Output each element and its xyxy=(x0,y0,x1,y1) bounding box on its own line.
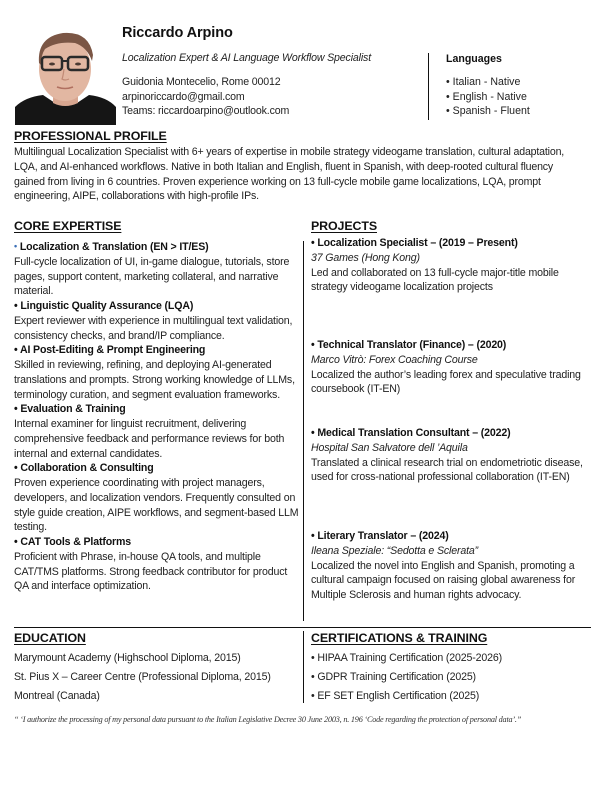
project-title: • Literary Translator – (2024) xyxy=(311,530,449,542)
project-item xyxy=(311,529,596,603)
expertise-item xyxy=(14,461,304,535)
project-title: • Localization Specialist – (2019 – Present) xyxy=(311,237,518,249)
expertise-item-text: Proven experience coordinating with project managers, developers, and localization vendors. Frequently consulted on style guide creation, AIPE workflows, and segment-based LLM testing. xyxy=(14,477,299,534)
expertise-item-text: Internal examiner for linguist recruitment, delivering comprehensive feedback and performance reviews for both internal and external candidates. xyxy=(14,418,285,460)
education-list xyxy=(14,651,271,708)
certification-item: • GDPR Training Certification (2025) xyxy=(311,671,476,683)
project-description: Localized the novel into English and Spanish, promoting a cultural campaign focused on raising global awareness for Multiple Sclerosis and human rights advocacy. xyxy=(311,559,576,602)
bullet-icon: • xyxy=(14,462,18,475)
project-title: • Medical Translation Consultant – (2022) xyxy=(311,427,511,439)
certifications-heading: CERTIFICATIONS & TRAINING xyxy=(311,631,488,645)
expertise-item-text: Proficient with Phrase, in-house QA tools, and multiple CAT/TMS platforms. Strong feedback contributor for product QA and interface optimization. xyxy=(14,550,288,593)
privacy-consent-text: “ ‘I authorize the processing of my personal data pursuant to the Italian Legislative Decree 30 June 2003, n. 196 ‘Code regarding the protection of personal data’.” xyxy=(14,715,522,724)
project-organization: Hospital San Salvatore dell ’Aquila xyxy=(311,441,468,454)
bullet-icon: • xyxy=(14,241,18,251)
language-item: • Spanish - Fluent xyxy=(446,105,530,117)
certification-item: • EF SET English Certification (2025) xyxy=(311,690,480,702)
profile-photo xyxy=(15,25,116,125)
contact-block xyxy=(122,75,289,119)
certification-item: • HIPAA Training Certification (2025-2026) xyxy=(311,652,502,664)
expertise-item xyxy=(14,535,304,594)
bullet-icon: • xyxy=(14,344,18,357)
project-description: Translated a clinical research trial on endometriotic disease, used for cross-national professional collaboration (IT-EN) xyxy=(311,456,583,484)
expertise-item-text: Expert reviewer with experience in multilingual text validation, consistency checks, and brand/IP compliance. xyxy=(14,314,293,342)
languages-heading: Languages xyxy=(446,53,502,65)
project-description: Localized the author’s leading forex and speculative trading coursebook (IT-EN) xyxy=(311,368,581,396)
section-divider xyxy=(14,627,591,628)
bottom-column-divider xyxy=(303,631,304,703)
languages-list xyxy=(446,75,530,119)
bullet-icon: • xyxy=(14,536,18,548)
project-item xyxy=(311,236,596,295)
project-item xyxy=(311,426,596,485)
address-text: Guidonia Montecelio, Rome 00012 xyxy=(122,76,281,88)
teams-contact[interactable]: Teams: riccardoarpino@outlook.com xyxy=(122,105,290,117)
project-item xyxy=(311,338,596,397)
project-organization: Ileana Speziale: “Sedotta e Sclerata” xyxy=(311,544,478,557)
expertise-item-title: • AI Post-Editing & Prompt Engineering xyxy=(14,344,206,357)
education-heading: EDUCATION xyxy=(14,631,86,645)
candidate-name: Riccardo Arpino xyxy=(122,25,233,41)
project-description: Led and collaborated on 13 full-cycle major-title mobile strategy videogame localization projects xyxy=(311,266,559,294)
expertise-item-title: • Linguistic Quality Assurance (LQA) xyxy=(14,300,194,312)
education-item: St. Pius X – Career Centre (Professional Diploma, 2015) xyxy=(14,671,271,683)
projects-heading: PROJECTS xyxy=(311,219,377,233)
header-divider xyxy=(428,53,429,120)
email-link[interactable]: arpinoriccardo@gmail.com xyxy=(122,90,245,103)
education-item: Marymount Academy (Highschool Diploma, 2015) xyxy=(14,652,241,664)
expertise-item xyxy=(14,239,304,299)
bullet-icon: • xyxy=(14,403,18,416)
candidate-title: Localization Expert & AI Language Workflow Specialist xyxy=(122,52,371,64)
certifications-list xyxy=(311,651,502,708)
project-organization: Marco Vitrò: Forex Coaching Course xyxy=(311,353,478,366)
language-item: • English - Native xyxy=(446,90,527,103)
project-organization: 37 Games (Hong Kong) xyxy=(311,251,420,264)
project-title: • Technical Translator (Finance) – (2020) xyxy=(311,339,507,351)
education-item: Montreal (Canada) xyxy=(14,690,100,702)
expertise-heading: CORE EXPERTISE xyxy=(14,219,122,233)
expertise-item xyxy=(14,299,304,343)
profile-text: Multilingual Localization Specialist with 6+ years of expertise in mobile strategy videogame translation, cultural adaptation, LQA, and AI-enhanced workflows. Native in both Italian and English, fluent in Spanish, with deep-rooted cultural fluency gained from living in 6 countries. Proven experience working on 13 full-cycle mobile game localizations, LQA, prompt engineering, AIPE, collaborations with high-profile IPs. xyxy=(14,146,565,203)
expertise-item-title: • Collaboration & Consulting xyxy=(14,462,154,475)
expertise-item xyxy=(14,343,304,402)
language-item: • Italian - Native xyxy=(446,76,521,88)
profile-photo-image xyxy=(15,25,116,125)
bullet-icon: • xyxy=(14,300,18,312)
expertise-item xyxy=(14,402,304,461)
expertise-item-title: • Localization & Translation (EN > IT/ES) xyxy=(14,241,209,253)
expertise-item-title: • Evaluation & Training xyxy=(14,403,126,416)
expertise-item-text: Full-cycle localization of UI, in-game dialogue, tutorials, store pages, support content, marketing collateral, and narrative material. xyxy=(14,255,290,298)
profile-heading: PROFESSIONAL PROFILE xyxy=(14,129,167,143)
expertise-item-title: • CAT Tools & Platforms xyxy=(14,536,131,548)
expertise-item-text: Skilled in reviewing, refining, and deploying AI-generated translations and prompts. Strong working knowledge of LLMs, terminology curation, and segment evaluation frameworks. xyxy=(14,359,295,401)
expertise-list xyxy=(14,239,304,594)
column-divider xyxy=(303,241,304,621)
